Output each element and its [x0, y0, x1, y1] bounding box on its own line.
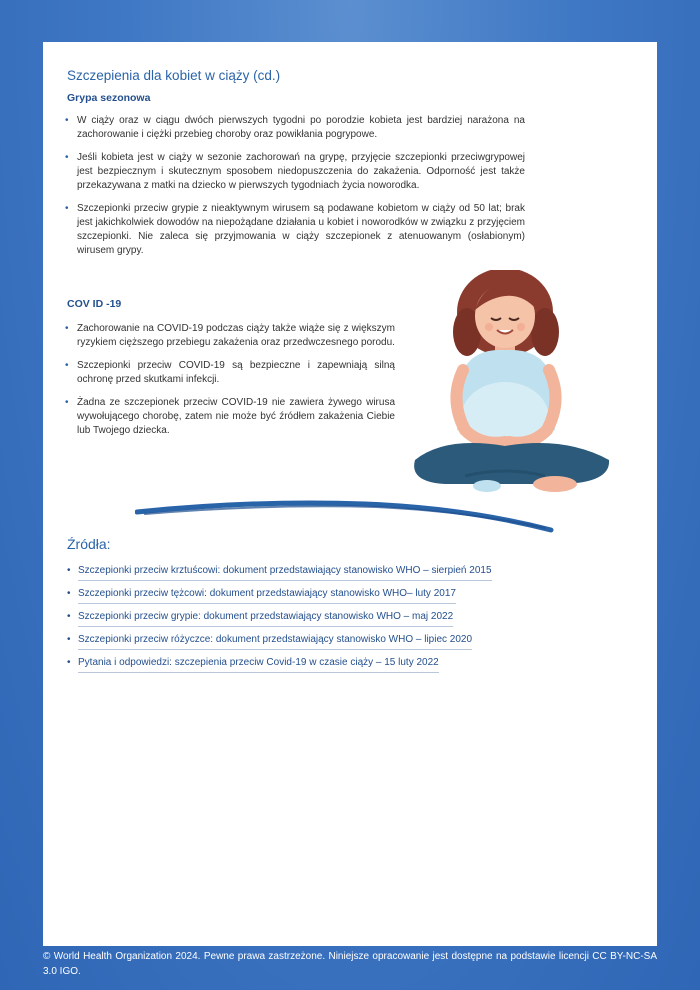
source-link-1[interactable]: Szczepionki przeciw krztuścowi: dokument przedstawiający stanowisko WHO – sierpień 2015	[78, 564, 492, 581]
flu-bullet-1: • W ciąży oraz w ciągu dwóch pierwszych tygodni po porodzie kobieta jest bardziej narażona na zachorowanie i ciężki przebieg choroby oraz powikłania pogrypowe.	[65, 114, 525, 142]
covid-bullet-3: • Żadna ze szczepionek przeciw COVID-19 nie zawiera żywego wirusa wywołującego chorobę, zatem nie może być źródłem zakażenia Ciebie lub Twojego dziecka.	[65, 396, 395, 438]
sources-heading: Źródła:	[67, 536, 111, 552]
covid-bullet-2: • Szczepionki przeciw COVID-19 są bezpieczne i zapewniają silną ochronę przed skutkami infekcji.	[65, 359, 395, 387]
covid-heading: COV ID -19	[67, 298, 122, 310]
covid-bullet-list	[65, 322, 395, 447]
source-link-3[interactable]: Szczepionki przeciw grypie: dokument przedstawiający stanowisko WHO – maj 2022	[78, 610, 453, 627]
flu-bullet-list	[65, 114, 525, 267]
flu-heading: Grypa sezonowa	[67, 92, 151, 104]
decorative-brush-stroke	[135, 494, 555, 534]
flu-bullet-2: • Jeśli kobieta jest w ciąży w sezonie zachorowań na grypę, przyjęcie szczepionki przeciwgrypowej jest bezpiecznym i skutecznym sposobem niedopuszczenia do zakażenia. Odporność jest także przekazywana z matki na dziecko w pierwszych tygodniach życia noworodka.	[65, 151, 525, 193]
sources-list	[67, 564, 492, 679]
copyright-footer: © World Health Organization 2024. Pewne prawa zastrzeżone. Niniejsze opracowanie jest dostępne na podstawie licencji CC BY-NC-SA 3.0 IGO.	[43, 951, 657, 977]
source-item	[67, 610, 492, 633]
source-item	[67, 656, 492, 679]
document-page	[43, 42, 657, 946]
source-link-5[interactable]: Pytania i odpowiedzi: szczepienia przeciw Covid-19 w czasie ciąży – 15 luty 2022	[78, 656, 439, 673]
source-item	[67, 633, 492, 656]
source-link-2[interactable]: Szczepionki przeciw tężcowi: dokument przedstawiający stanowisko WHO– luty 2017	[78, 587, 456, 604]
flu-bullet-3: • Szczepionki przeciw grypie z nieaktywnym wirusem są podawane kobietom w ciąży od 50 lat; brak jest jakichkolwiek dowodów na niepożądane działania u kobiet i noworodków w związku z przyjęciem szczepionki. Nie zaleca się przyjmowania w ciąży szczepionek z atenuowanym (osłabionym) wirusem grypy.	[65, 202, 525, 258]
source-item	[67, 587, 492, 610]
pregnant-woman-meditating-icon	[405, 270, 617, 502]
page-title: Szczepienia dla kobiet w ciąży (cd.)	[67, 68, 281, 83]
source-item	[67, 564, 492, 587]
source-link-4[interactable]: Szczepionki przeciw różyczce: dokument przedstawiający stanowisko WHO – lipiec 2020	[78, 633, 472, 650]
covid-bullet-1: • Zachorowanie na COVID-19 podczas ciąży także wiąże się z większym ryzykiem cięższego przebiegu zakażenia oraz przedwczesnego porodu.	[65, 322, 395, 350]
